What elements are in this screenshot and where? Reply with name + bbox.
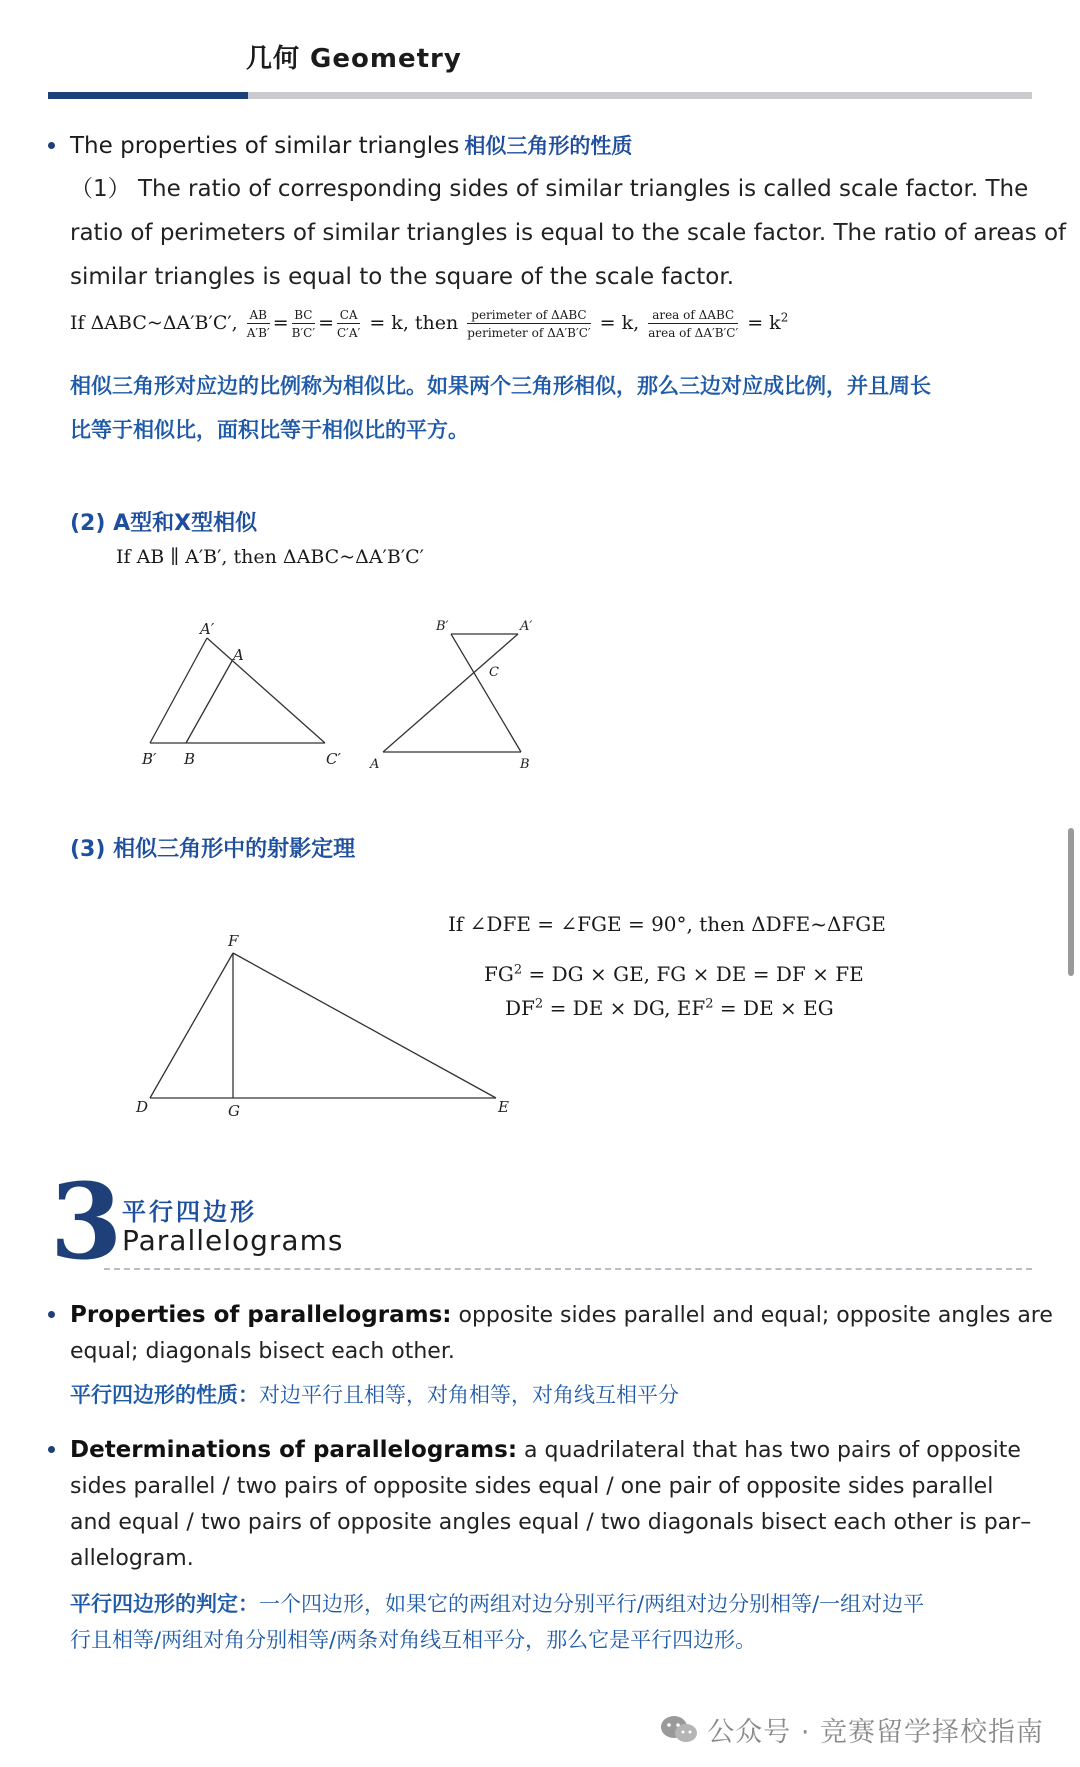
similar-paragraph xyxy=(70,167,1066,299)
fraction-numerator: CA xyxy=(337,308,360,324)
label-a-prime: A′ xyxy=(520,619,533,634)
formula-text: DF xyxy=(505,996,535,1020)
fraction-numerator: BC xyxy=(292,308,315,324)
bullet-icon xyxy=(48,1311,55,1318)
determinations-cn-line xyxy=(70,1586,924,1622)
fraction-numerator: area of ΔABC xyxy=(648,308,738,324)
ax-heading: (2) A型和X型相似 xyxy=(70,511,258,536)
properties-line: equal; diagonals bisect each other. xyxy=(70,1339,455,1364)
header-rule-accent xyxy=(48,92,248,99)
fraction-denominator: B′C′ xyxy=(291,326,316,340)
ratio-formula: If ΔABC~ΔA′B′C′, $\frac{AB}{A'B'}$ = $\frac{BC}{B'C'}$ = $\frac{CA}{C'A'}$ = k, then $\frac{\text{perimeter of ΔABC}}{\text{perimeter of ΔA′B′C′}}$ = k, $\frac{\text{area of ΔABC}}{\text{area of ΔA′B′C′}}$ = $k^2$ xyxy=(70,308,789,340)
determinations-chinese xyxy=(70,1586,924,1658)
formula-text: = k, then xyxy=(369,312,459,334)
label-c-prime: C′ xyxy=(326,750,341,768)
right-triangle-figure xyxy=(120,920,540,1130)
properties-label: Properties of parallelograms: xyxy=(70,1302,452,1328)
label-b-prime: B′ xyxy=(142,750,157,768)
section-title-cn: 平行四边形 xyxy=(122,1198,257,1226)
formula-superscript: 2 xyxy=(780,310,789,325)
label-f: F xyxy=(228,932,239,950)
similar-heading xyxy=(70,130,632,160)
ax-statement: If AB ∥ A′B′, then ΔABC~ΔA′B′C′ xyxy=(116,546,424,568)
section-number: 3 xyxy=(50,1160,123,1283)
properties-line xyxy=(70,1297,1053,1334)
right-triangle xyxy=(150,953,496,1098)
fraction xyxy=(337,308,360,340)
projection-statement: If ∠DFE = ∠FGE = 90°, then ΔDFE~ΔFGE xyxy=(448,912,886,936)
similar-heading-en: The properties of similar triangles xyxy=(70,133,460,159)
label-a: A xyxy=(370,757,380,772)
determinations-cn-label: 平行四边形的判定： xyxy=(70,1592,259,1616)
wechat-icon xyxy=(659,1714,699,1753)
formula-superscript: 2 xyxy=(534,996,544,1012)
similar-chinese-text xyxy=(70,364,931,452)
determinations-line: and equal / two pairs of opposite angles equal / two diagonals bisect each other is par– xyxy=(70,1510,1032,1535)
properties-chinese xyxy=(70,1379,679,1409)
fraction-denominator: area of ΔA′B′C′ xyxy=(648,326,739,340)
properties-block xyxy=(70,1297,1053,1370)
paragraph-line: （1） The ratio of corresponding sides of similar triangles is called scale factor. The xyxy=(70,176,1029,202)
determinations-cn-text: 一个四边形，如果它的两组对边分别平行/两组对边分别相等/一组对边平 xyxy=(259,1592,925,1616)
label-a: A xyxy=(233,646,244,664)
fraction xyxy=(648,308,738,340)
watermark xyxy=(659,1710,1044,1753)
label-b-prime: B′ xyxy=(436,619,449,634)
scrollbar-thumb[interactable] xyxy=(1068,828,1074,976)
watermark-text: 公众号 · 竞赛留学择校指南 xyxy=(707,1717,1044,1748)
formula-superscript: 2 xyxy=(705,996,714,1012)
projection-formula-2 xyxy=(505,996,834,1020)
label-d: D xyxy=(136,1098,149,1116)
determinations-line: sides parallel / two pairs of opposite sides equal / one pair of opposite sides parallel xyxy=(70,1474,994,1499)
formula-text: = DE × EG xyxy=(719,996,834,1020)
fraction-denominator: C′A′ xyxy=(337,326,361,340)
x-type-triangle xyxy=(383,634,521,752)
formula-text: If ΔABC~ΔA′B′C′, xyxy=(70,312,238,334)
fraction-numerator: AB xyxy=(247,308,270,324)
label-b: B xyxy=(184,750,196,768)
fraction xyxy=(247,308,270,340)
formula-text: = k xyxy=(747,312,781,334)
paragraph-line: similar triangles is equal to the square of the scale factor. xyxy=(70,264,735,290)
determinations-cn-line: 行且相等/两组对角分别相等/两条对角线互相平分，那么它是平行四边形。 xyxy=(70,1628,757,1652)
label-c: C xyxy=(489,665,499,680)
projection-formula-1 xyxy=(484,962,864,986)
section-title-en: Parallelograms xyxy=(122,1224,344,1257)
determinations-block xyxy=(70,1432,1031,1577)
label-a-prime: A′ xyxy=(200,620,215,638)
properties-cn-label: 平行四边形的性质： xyxy=(70,1383,259,1407)
properties-text: opposite sides parallel and equal; opposite angles are xyxy=(451,1303,1053,1328)
section-divider xyxy=(104,1268,1032,1270)
label-e: E xyxy=(498,1098,509,1116)
determinations-line xyxy=(70,1432,1031,1469)
ax-figures xyxy=(120,608,560,788)
determinations-label: Determinations of parallelograms: xyxy=(70,1437,518,1463)
fraction-numerator: perimeter of ΔABC xyxy=(467,308,590,324)
determinations-line: allelogram. xyxy=(70,1546,194,1571)
properties-cn-text: 对边平行且相等，对角相等，对角线互相平分 xyxy=(259,1383,679,1407)
fraction xyxy=(292,308,315,340)
formula-text: = k, xyxy=(599,312,640,334)
formula-text: = DG × GE, FG × DE = DF × FE xyxy=(528,962,864,986)
bullet-icon xyxy=(48,1446,55,1453)
projection-heading: (3) 相似三角形中的射影定理 xyxy=(70,837,356,862)
page-header-title: 几何 Geometry xyxy=(246,44,462,74)
chinese-line: 比等于相似比，面积比等于相似比的平方。 xyxy=(70,418,469,442)
similar-heading-cn: 相似三角形的性质 xyxy=(464,134,633,158)
label-g: G xyxy=(228,1102,240,1120)
label-b: B xyxy=(520,757,530,772)
formula-text: FG xyxy=(484,962,514,986)
chinese-line: 相似三角形对应边的比例称为相似比。如果两个三角形相似，那么三边对应成比例，并且周长 xyxy=(70,374,931,398)
formula-superscript: 2 xyxy=(513,962,523,978)
bullet-icon xyxy=(48,142,55,149)
fraction-denominator: perimeter of ΔA′B′C′ xyxy=(467,326,591,340)
fraction xyxy=(467,308,590,340)
fraction-denominator: A′B′ xyxy=(246,326,270,340)
formula-text: = DE × DG, EF xyxy=(549,996,706,1020)
paragraph-line: ratio of perimeters of similar triangles is equal to the scale factor. The ratio of areas of xyxy=(70,220,1067,246)
determinations-text: a quadrilateral that has two pairs of opposite xyxy=(517,1438,1021,1463)
